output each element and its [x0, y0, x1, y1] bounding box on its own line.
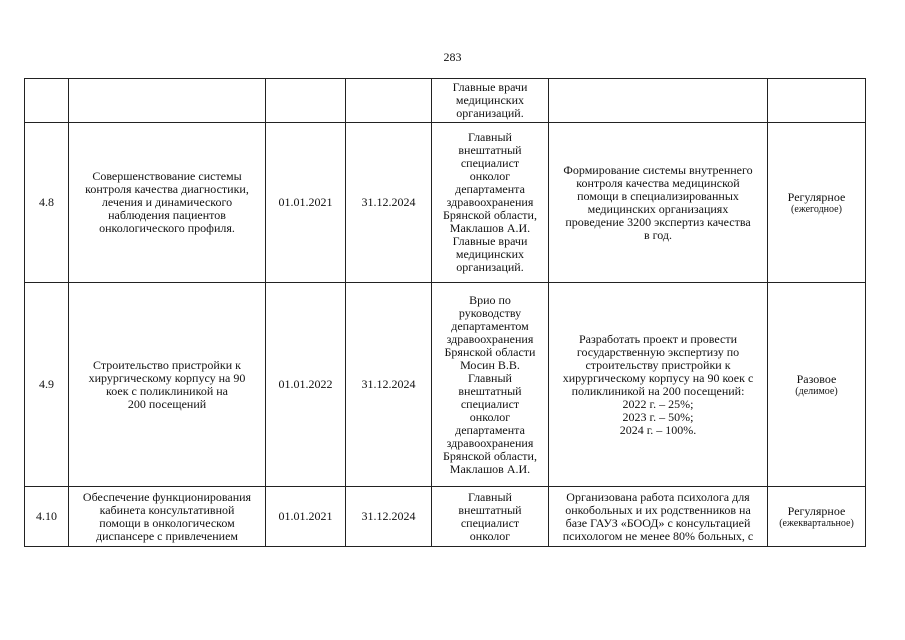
periodicity-cell [768, 79, 866, 123]
start-date-cell: 01.01.2021 [266, 123, 346, 283]
result-cell: Формирование системы внутреннего контроля качества медицинской помощи в специализированных медицинских организациях проведение 3200 экспертиз качества в год. [549, 123, 768, 283]
end-date-cell [346, 79, 432, 123]
action-plan-table [24, 78, 866, 547]
table-row [25, 487, 866, 547]
responsible-cell: Врио по руководству департаментом здравоохранения Брянской области Мосин В.В. Главный внештатный специалист онколог департамента здравоохранения Брянской области, Маклашов А.И. [432, 283, 549, 487]
result-cell [549, 79, 768, 123]
event-cell: Совершенствование системы контроля качества диагностики, лечения и динамического наблюдения пациентов онкологического профиля. [69, 123, 266, 283]
row-number-cell: 4.10 [25, 487, 69, 547]
event-cell: Обеспечение функционирования кабинета консультативной помощи в онкологическом диспансере с привлечением [69, 487, 266, 547]
end-date-cell: 31.12.2024 [346, 283, 432, 487]
result-cell: Организована работа психолога для онкобольных и их родственников на базе ГАУЗ «БООД» с консультацией психологом не менее 80% больных, с [549, 487, 768, 547]
responsible-cell: Главные врачи медицинских организаций. [432, 79, 549, 123]
end-date-cell: 31.12.2024 [346, 123, 432, 283]
end-date-cell: 31.12.2024 [346, 487, 432, 547]
table-row [25, 79, 866, 123]
table-row [25, 283, 866, 487]
periodicity-cell: Регулярное (ежегодное) [768, 123, 866, 283]
event-cell [69, 79, 266, 123]
row-number-cell [25, 79, 69, 123]
periodicity-cell: Разовое (делимое) [768, 283, 866, 487]
event-cell: Строительство пристройки к хирургическому корпусу на 90 коек с поликлиникой на 200 посещений [69, 283, 266, 487]
result-cell: Разработать проект и провести государственную экспертизу по строительству пристройки к хирургическому корпусу на 90 коек с поликлиникой на 200 посещений: 2022 г. – 25%; 2023 г. – 50%; 2024 г. – 100%. [549, 283, 768, 487]
periodicity-cell: Регулярное (ежеквартальное) [768, 487, 866, 547]
page-number: 283 [443, 50, 462, 64]
start-date-cell: 01.01.2021 [266, 487, 346, 547]
responsible-cell: Главный внештатный специалист онколог [432, 487, 549, 547]
row-number-cell: 4.8 [25, 123, 69, 283]
start-date-cell [266, 79, 346, 123]
responsible-cell: Главный внештатный специалист онколог департамента здравоохранения Брянской области, Маклашов А.И. Главные врачи медицинских организаций. [432, 123, 549, 283]
start-date-cell: 01.01.2022 [266, 283, 346, 487]
row-number-cell: 4.9 [25, 283, 69, 487]
table-row [25, 123, 866, 283]
